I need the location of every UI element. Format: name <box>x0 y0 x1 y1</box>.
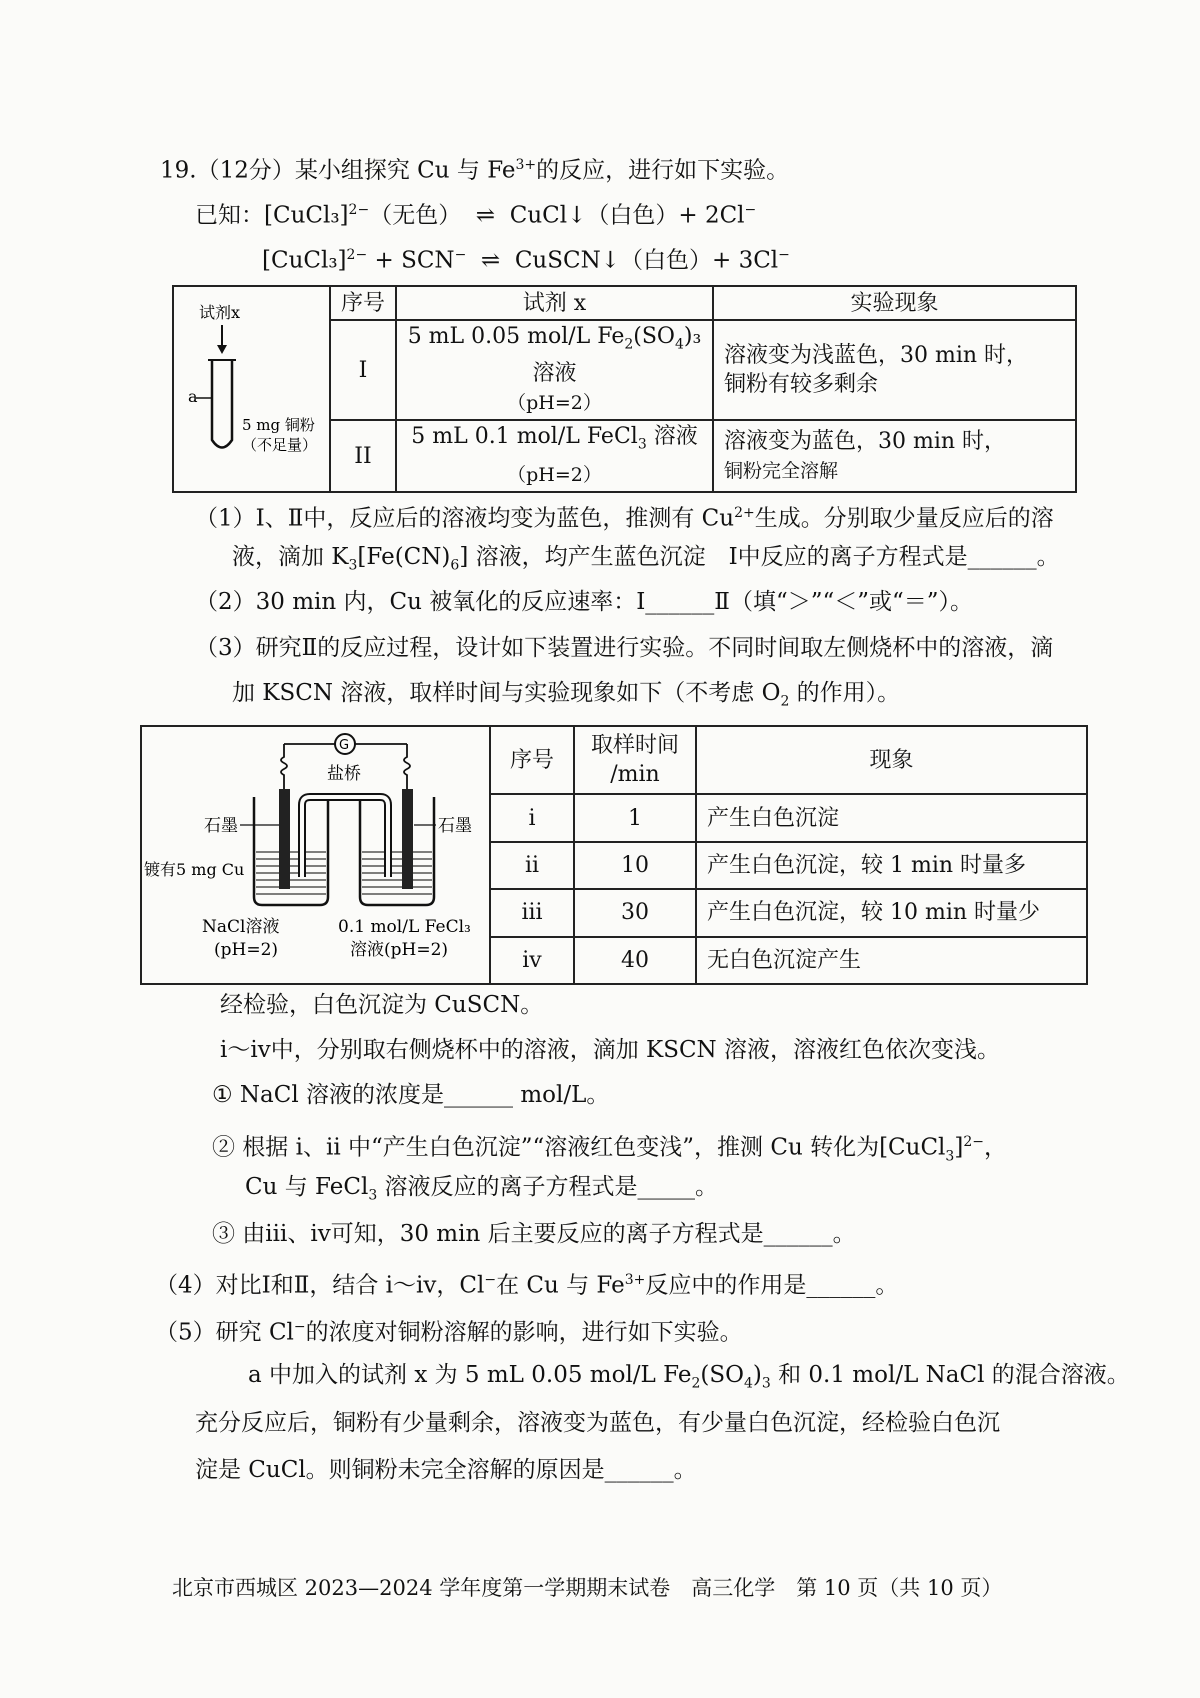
svg-text:G: G <box>339 738 350 753</box>
table-row: i 1 产生白色沉淀 <box>141 794 1087 841</box>
subquestion-5-title: （5）研究 Cl−的浓度对铜粉溶解的影响，进行如下实验。 <box>155 1319 743 1346</box>
header-phenomenon: 实验现象 <box>713 286 1076 320</box>
salt-bridge-label: 盐桥 <box>327 764 361 784</box>
subquestion-3-line2: 加 KSCN 溶液，取样时间与实验现象如下（不考虑 $O_2$ 的作用）。 <box>232 680 901 710</box>
subquestion-1-line1: （1）Ⅰ、Ⅱ中，反应后的溶液均变为蓝色，推测有 $Cu^{2+}$生成。分别取少量反应后的溶 <box>195 505 1054 532</box>
reagent-x-label: 试剂x <box>199 302 241 322</box>
table-row: iv 40 无白色沉淀产生 <box>141 937 1087 984</box>
equilibrium-arrow-icon: ⇌ <box>468 202 503 229</box>
observation-note: i～iv中，分别取右侧烧杯中的溶液，滴加 KSCN 溶液，溶液红色依次变浅。 <box>220 1037 1000 1063</box>
table-row: I 5 mL 0.05 mol/L $Fe_2(SO_4)_3$ 溶液 （pH=2） 溶液变为浅蓝色，30 min 时， 铜粉有较多剩余 <box>173 320 1076 420</box>
nacl-ph-label: (pH=2) <box>214 940 279 960</box>
header-serial: 序号 <box>490 726 574 794</box>
subquestion-5-line2: 充分反应后，铜粉有少量剩余，溶液变为蓝色，有少量白色沉淀，经检验白色沉 <box>195 1410 1000 1436</box>
page-footer: 北京市西城区 2023—2024 学年度第一学期期末试卷 高三化学 第 10 页（共 10 页） <box>172 1576 1003 1600</box>
subquestion-1-line2: 液，滴加 $K_3[Fe(CN)_6]$ 溶液，均产生蓝色沉淀 Ⅰ中反应的离子方程式是______。 <box>232 544 1060 574</box>
insufficient-label: （不足量） <box>242 435 318 454</box>
galvanic-cell-diagram <box>141 726 490 984</box>
table-row: II 5 mL 0.1 mol/L FeCl$_3$ 溶液 （pH=2） 溶液变为蓝色，30 min 时， 铜粉完全溶解 <box>173 420 1076 491</box>
experiment-table-1 <box>172 285 1077 493</box>
copper-loading-label: 镀有5 mg Cu <box>144 860 245 879</box>
subquestion-3-part3: ③ 由iii、iv可知，30 min 后主要反应的离子方程式是______。 <box>212 1221 856 1247</box>
copper-powder-label: 5 mg 铜粉 <box>242 415 315 434</box>
arrow-down-icon <box>217 345 227 354</box>
subquestion-3-part2-line2: Cu 与 FeCl$_3$ 溶液反应的离子方程式是_____。 <box>245 1174 719 1204</box>
known-equation-1: 已知：[CuCl₃]$^{2-}$（无色） ⇌ CuCl↓（白色）+ 2Cl− <box>195 202 757 229</box>
experiment-table-2 <box>140 725 1088 985</box>
right-graphite-electrode <box>402 789 413 889</box>
test-tube-diagram <box>173 286 330 492</box>
header-sampling-time: 取样时间 /min <box>574 726 696 794</box>
subquestion-5-line3: 淀是 CuCl。则铜粉未完全溶解的原因是______。 <box>195 1457 697 1483</box>
table-row: iii 30 产生白色沉淀，较 10 min 时量少 <box>141 889 1087 936</box>
header-reagent: 试剂 x <box>396 286 713 320</box>
fecl3-ph-label: 溶液(pH=2) <box>350 940 449 960</box>
question-title: 19.（12分）某小组探究 Cu 与 $Fe^{3+}$的反应，进行如下实验。 <box>160 157 790 184</box>
subquestion-4: （4）对比Ⅰ和Ⅱ，结合 i～iv，Cl−在 Cu 与 $Fe^{3+}$反应中的作用是______。 <box>155 1272 899 1299</box>
graphite-label-left: 石墨 <box>204 816 238 836</box>
graphite-label-right: 石墨 <box>438 816 472 836</box>
subquestion-2: （2）30 min 内，Cu 被氧化的反应速率：Ⅰ______Ⅱ（填“＞”“＜”或“＝”）。 <box>195 589 973 615</box>
subquestion-3-part1: ① NaCl 溶液的浓度是______ mol/L。 <box>212 1082 610 1108</box>
verification-note: 经检验，白色沉淀为 CuSCN。 <box>220 992 544 1018</box>
known-equation-2: [CuCl₃]$^{2-}$ + SCN− ⇌ CuSCN↓（白色）+ 3Cl− <box>262 247 790 274</box>
nacl-solution-label: NaCl溶液 <box>202 917 280 937</box>
left-graphite-electrode <box>279 789 290 889</box>
equilibrium-arrow-icon: ⇌ <box>473 247 508 274</box>
header-phenomenon: 现象 <box>696 726 1087 794</box>
subquestion-3-line1: （3）研究Ⅱ的反应过程，设计如下装置进行实验。不同时间取左侧烧杯中的溶液，滴 <box>195 635 1054 661</box>
tube-label-a: a <box>188 386 198 406</box>
subquestion-3-part2-line1: ② 根据 i、ii 中“产生白色沉淀”“溶液红色变浅”，推测 Cu 转化为[CuCl$_3$]$^{2-}$， <box>212 1134 1007 1165</box>
subquestion-5-line1: a 中加入的试剂 x 为 5 mL 0.05 mol/L $Fe_2(SO_4)_3$ 和 0.1 mol/L NaCl 的混合溶液。 <box>248 1362 1130 1392</box>
fecl3-solution-label: 0.1 mol/L FeCl₃ <box>338 917 471 937</box>
table-row: ii 10 产生白色沉淀，较 1 min 时量多 <box>141 842 1087 889</box>
header-serial: 序号 <box>330 286 396 320</box>
